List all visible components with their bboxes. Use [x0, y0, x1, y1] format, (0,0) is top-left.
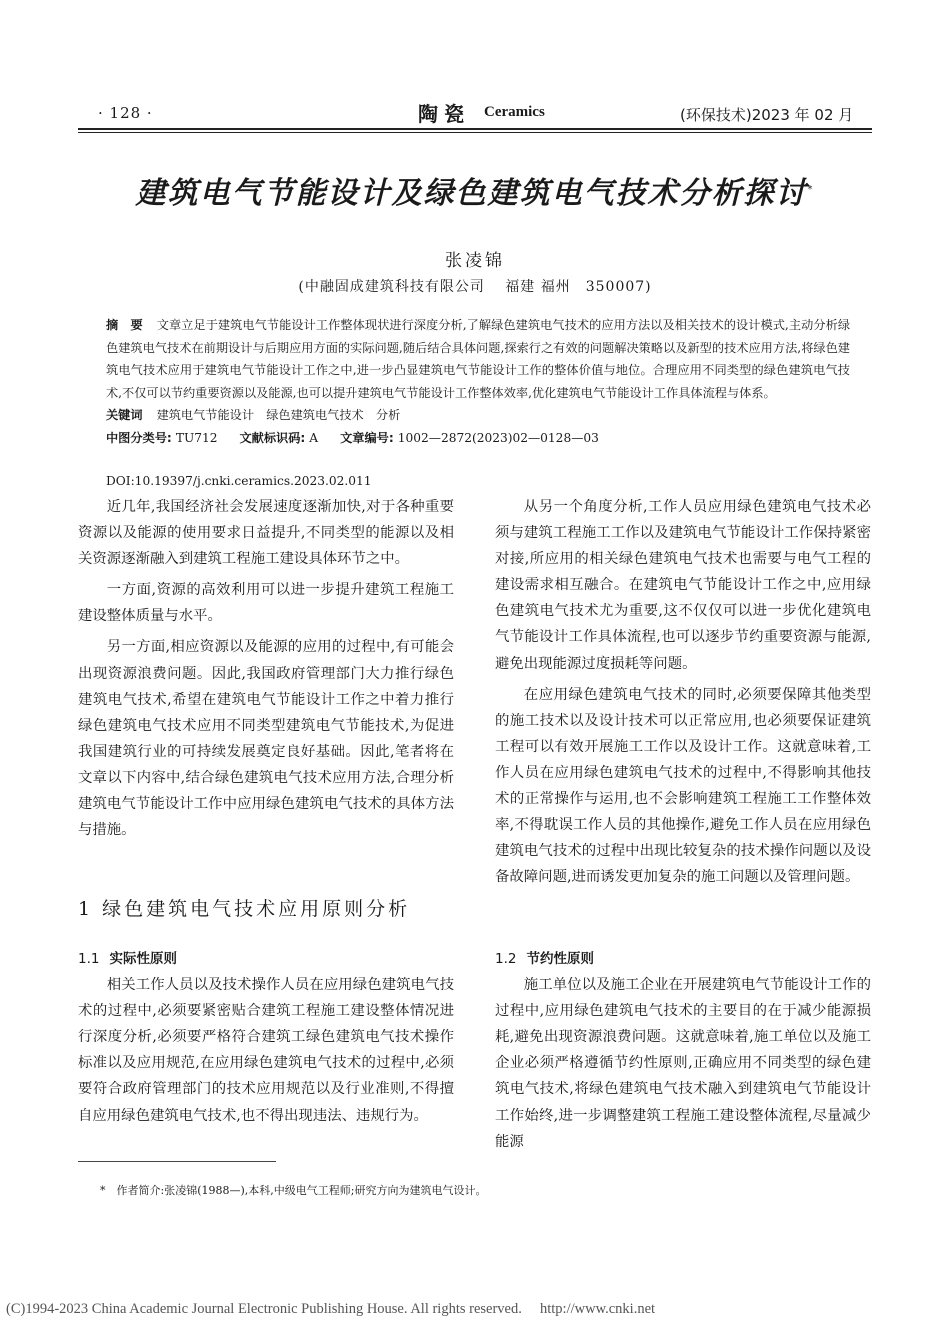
- abstract-label: 摘 要: [106, 318, 143, 332]
- author-affiliation: (中融固成建筑科技有限公司 福建 福州 350007): [298, 279, 652, 295]
- body-right-column: [495, 494, 871, 895]
- subsection-title: 节约性原则: [526, 951, 594, 967]
- doc-code-label: 文献标识码:: [239, 430, 306, 445]
- author-footnote: * 作者简介:张凌锦(1988—),本科,中级电气工程师;研究方向为建筑电气设计。: [100, 1184, 487, 1197]
- subsection-heading: [495, 946, 871, 972]
- keywords-text: 建筑电气节能设计 绿色建筑电气技术 分析: [156, 408, 401, 423]
- footnote-rule: [78, 1161, 276, 1162]
- abstract: [106, 314, 850, 404]
- section-heading: 1 绿色建筑电气技术应用原则分析: [78, 898, 411, 920]
- clc-value: TU712: [175, 430, 218, 445]
- article-no-value: 1002—2872(2023)02—0128—03: [397, 430, 599, 445]
- issue-info: (环保技术)2023 年 02 月: [680, 106, 854, 124]
- classification-line: [106, 427, 850, 450]
- header-rule-thin: [78, 132, 872, 133]
- journal-logo-cn: 陶瓷: [418, 102, 470, 126]
- body-left-column: [78, 494, 454, 848]
- keywords: [106, 404, 850, 427]
- paragraph: 另一方面,相应资源以及能源的应用的过程中,有可能会出现资源浪费问题。因此,我国政府管理部门大力推行绿色建筑电气技术,希望在建筑电气节能设计工作之中着力推行绿色建筑电气技术应用不同类型建筑电气节能技术,为促进我国建筑行业的可持续发展奠定良好基础。因此,笔者将在文章以下内容中,结合绿色建筑电气技术应用方法,合理分析建筑电气节能设计工作中应用绿色建筑电气技术的具体方法与措施。: [78, 639, 454, 839]
- paragraph: 施工单位以及施工企业在开展建筑电气节能设计工作的过程中,应用绿色建筑电气技术的主要目的在于减少能源损耗,避免出现资源浪费问题。这就意味着,施工单位以及施工企业必须严格遵循节约性原则,正确应用不同类型的绿色建筑电气技术,将绿色建筑电气技术融入到建筑电气节能设计工作始终,进一步调整建筑工程施工建设整体流程,尽量减少能源: [495, 977, 871, 1150]
- page-number: · 128 ·: [98, 104, 153, 122]
- article-title: [0, 168, 950, 212]
- body-left-column-lower: [78, 946, 454, 1134]
- keywords-label: 关键词: [106, 408, 143, 423]
- abstract-block: [106, 314, 850, 450]
- paragraph: 近几年,我国经济社会发展速度逐渐加快,对于各种重要资源以及能源的使用要求日益提升,不同类型的能源以及相关资源逐渐融入到建筑工程施工建设具体环节之中。: [78, 499, 454, 568]
- article-no-label: 文章编号:: [340, 430, 394, 445]
- author-name: 张凌锦: [445, 251, 505, 271]
- clc-label: 中图分类号:: [106, 430, 172, 445]
- subsection-heading: [78, 946, 454, 972]
- subsection-title: 实际性原则: [109, 951, 177, 967]
- title-text: 建筑电气节能设计及绿色建筑电气技术分析探讨: [135, 176, 808, 211]
- paragraph: 在应用绿色建筑电气技术的同时,必须要保障其他类型的施工技术以及设计技术可以正常应用,也必须要保证建筑工程可以有效开展施工工作以及设计工作。这就意味着,工作人员在应用绿色建筑电气技术的过程中,不得影响其他技术的正常操作与运用,也不会影响建筑工程施工工作整体效率,不得耽误工作人员的其他操作,避免工作人员在应用绿色建筑电气技术的过程中出现比较复杂的技术操作问题以及设备故障问题,进而诱发更加复杂的施工问题以及管理问题。: [495, 686, 871, 886]
- paragraph: 从另一个角度分析,工作人员应用绿色建筑电气技术必须与建筑工程施工工作以及建筑电气节能设计工作保持紧密对接,所应用的相关绿色建筑电气技术也需要与电气工程的建设需求相互融合。在建筑电气节能设计工作之中,应用绿色建筑电气技术尤为重要,这不仅仅可以进一步优化建筑电气节能设计工作具体流程,也可以逐步节约重要资源与能源,避免出现能源过度损耗等问题。: [495, 499, 871, 672]
- paragraph: 相关工作人员以及技术操作人员在应用绿色建筑电气技术的过程中,必须要紧密贴合建筑工程施工建设整体情况进行深度分析,必须要严格符合建筑工绿色建筑电气技术操作标准以及应用规范,在应用绿色建筑电气技术的过程中,必须要符合政府管理部门的技术应用规范以及行业准则,不得擅自应用绿色建筑电气技术,也不得出现违法、违规行为。: [78, 977, 454, 1124]
- subsection-number: 1.1: [78, 951, 100, 967]
- doi: DOI:10.19397/j.cnki.ceramics.2023.02.011: [106, 474, 372, 488]
- abstract-text: 文章立足于建筑电气节能设计工作整体现状进行深度分析,了解绿色建筑电气技术的应用方法以及相关技术的设计模式,主动分析绿色建筑电气技术在前期设计与后期应用方面的实际问题,随后结合具体问题,探索行之有效的问题解决策略以及新型的技术应用方法,将绿色建筑电气技术应用于建筑电气节能设计工作之中,进一步凸显建筑电气节能设计工作的整体价值与地位。合理应用不同类型的绿色建筑电气技术,不仅可以节约重要资源以及能源,也可以提升建筑电气节能设计工作整体效率,优化建筑电气节能设计工作具体流程与体系。: [106, 318, 851, 400]
- doc-code-value: A: [309, 430, 319, 445]
- copyright-notice: (C)1994-2023 China Academic Journal Electronic Publishing House. All rights reserved. http://www.cnki.net: [6, 1301, 656, 1317]
- title-footnote-mark: *: [807, 184, 815, 195]
- subsection-number: 1.2: [495, 951, 517, 967]
- journal-name-en: Ceramics: [484, 104, 545, 120]
- body-right-column-lower: [495, 946, 871, 1160]
- paragraph: 一方面,资源的高效利用可以进一步提升建筑工程施工建设整体质量与水平。: [78, 582, 454, 625]
- header-rule: [78, 128, 872, 130]
